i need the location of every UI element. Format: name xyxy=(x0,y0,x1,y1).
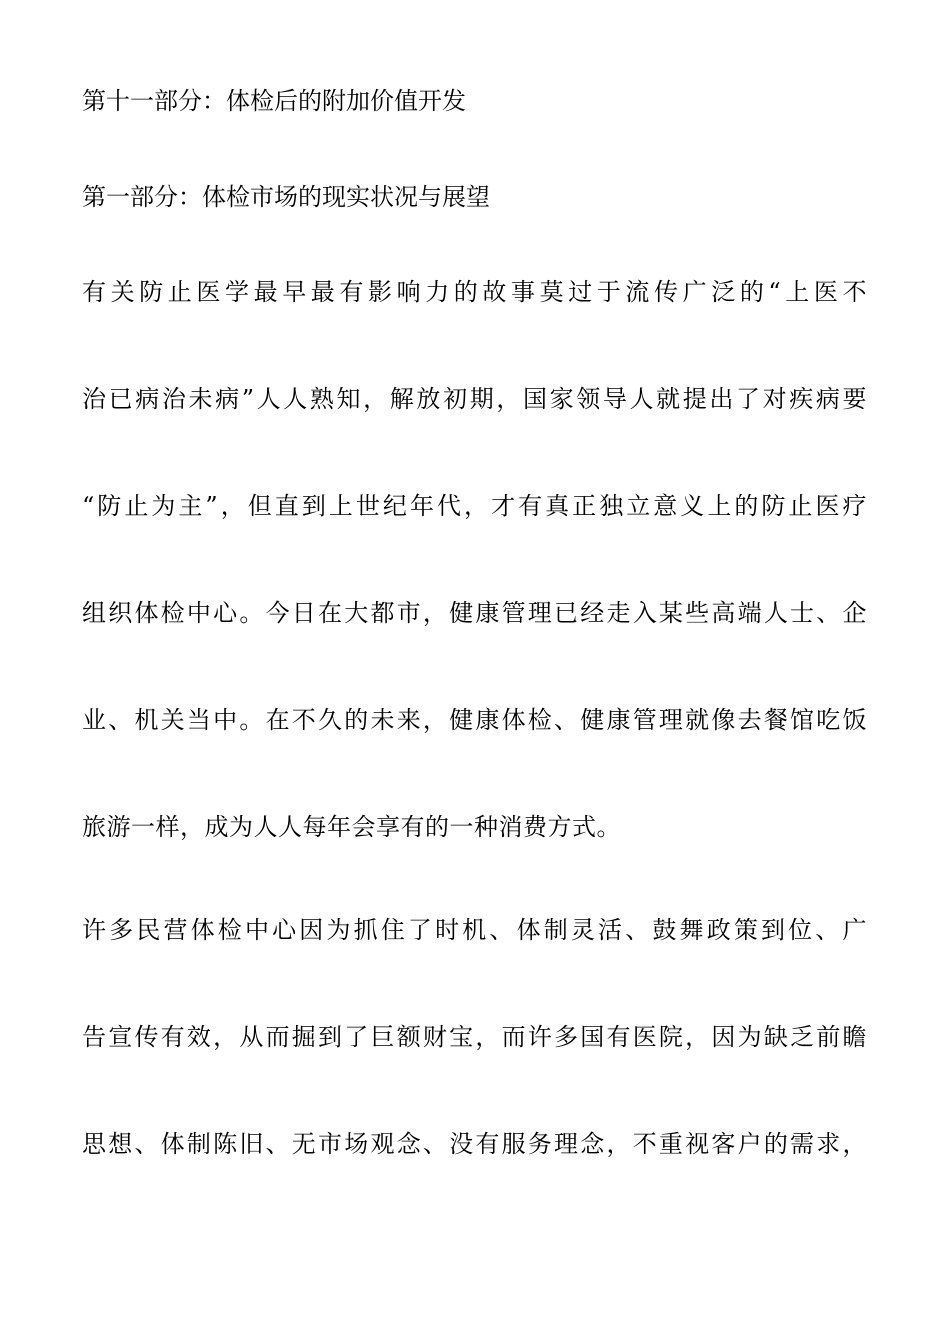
paragraph-2 xyxy=(82,877,867,1198)
paragraph-line: 告宣传有效，从而掘到了巨额财宝，而许多国有医院，因为缺乏前瞻 xyxy=(82,1023,867,1051)
paragraph-line: 业、机关当中。在不久的未来，健康体检、健康管理就像去餐馆吃饭 xyxy=(82,706,867,734)
paragraph-line: 许多民营体检中心因为抓住了时机、体制灵活、鼓舞政策到位、广 xyxy=(82,916,867,944)
paragraph-line: 治已病治未病”人人熟知，解放初期，国家领导人就提出了对疾病要 xyxy=(82,385,867,413)
section-heading-1: 第一部分：体检市场的现实状况与展望 xyxy=(82,183,490,211)
paragraph-1 xyxy=(82,239,867,881)
paragraph-line: “防止为主”，但直到上世纪年代，才有真正独立意义上的防止医疗 xyxy=(82,492,867,520)
paragraph-line: 旅游一样，成为人人每年会享有的一种消费方式。 xyxy=(82,813,621,841)
paragraph-line: 组织体检中心。今日在大都市，健康管理已经走入某些高端人士、企 xyxy=(82,599,867,627)
paragraph-line: 思想、体制陈旧、无市场观念、没有服务理念，不重视客户的需求， xyxy=(82,1130,867,1158)
paragraph-line: 有关防止医学最早最有影响力的故事莫过于流传广泛的“上医不 xyxy=(82,278,867,306)
section-heading-11: 第十一部分：体检后的附加价值开发 xyxy=(82,87,466,115)
